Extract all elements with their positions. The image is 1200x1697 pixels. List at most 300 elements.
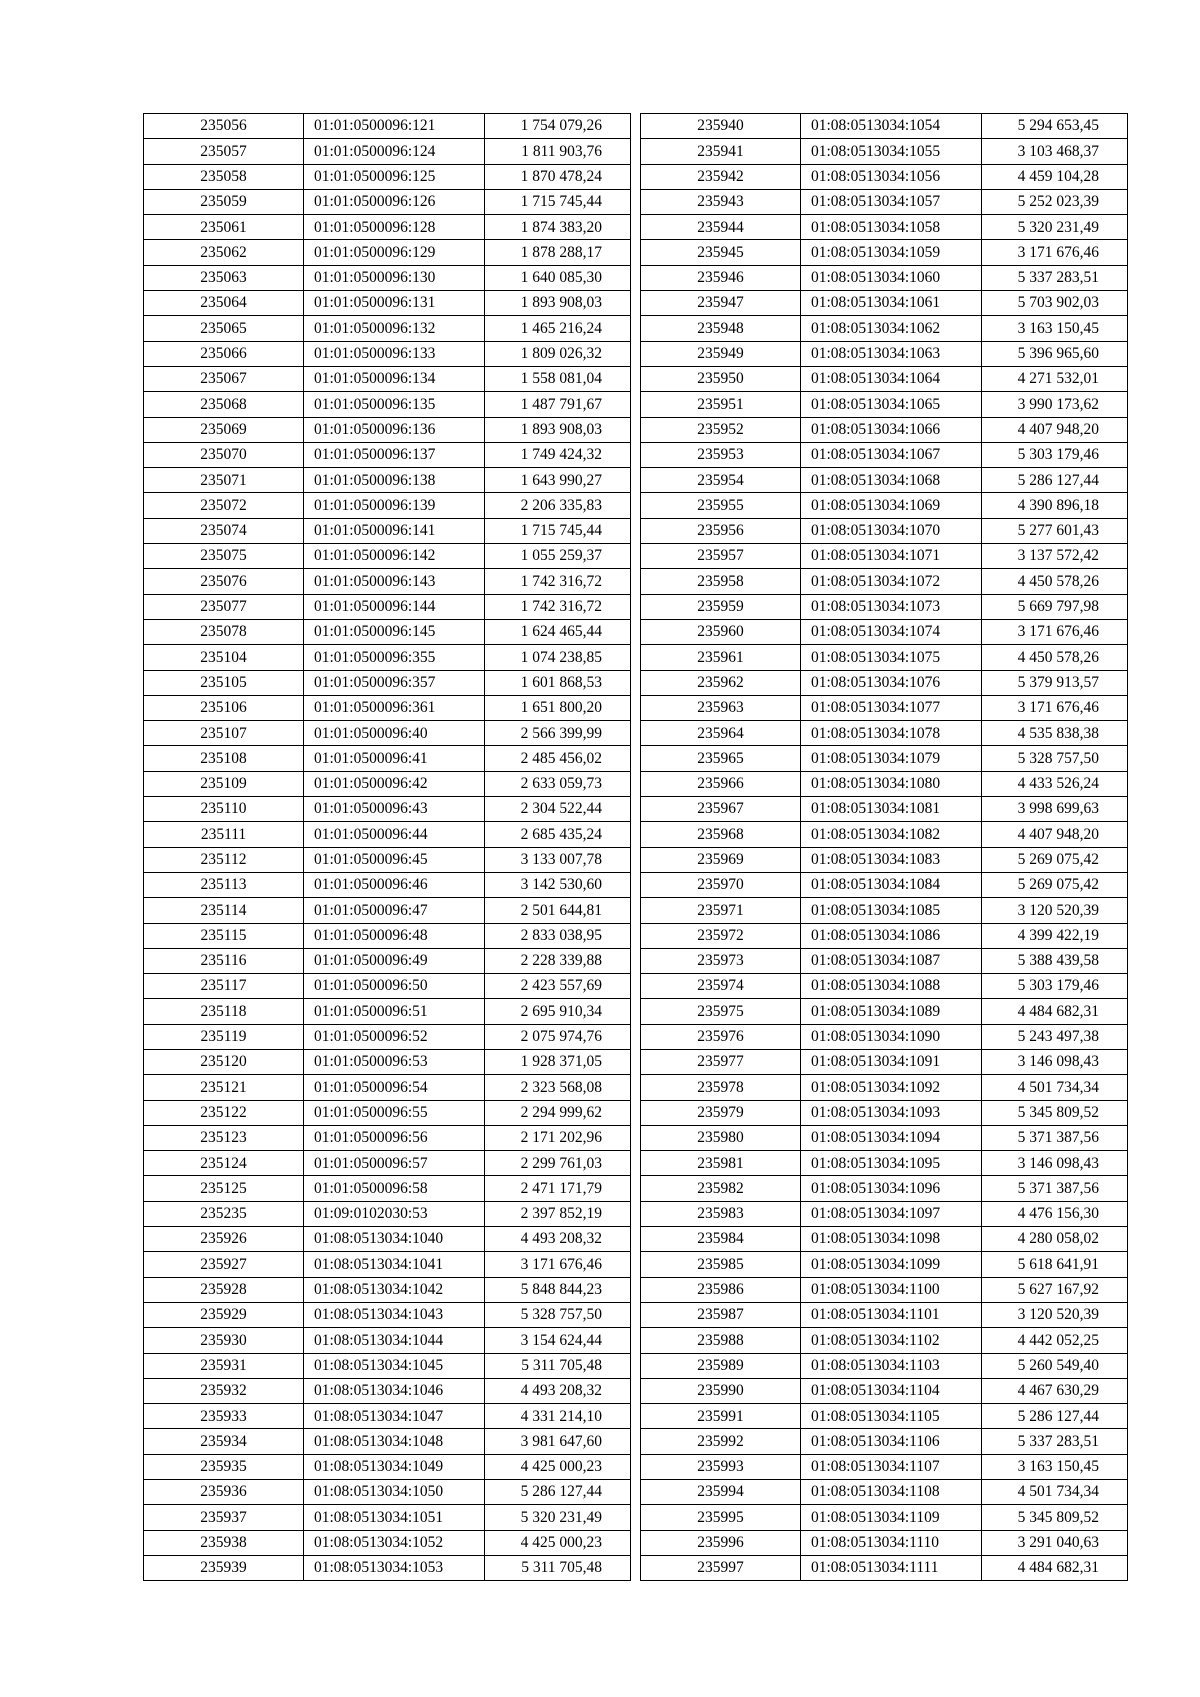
value-cell: 5 379 913,57 (982, 670, 1128, 695)
value-cell: 5 269 075,42 (982, 847, 1128, 872)
table-row (144, 645, 631, 670)
value-cell: 2 566 399,99 (485, 721, 631, 746)
record-id-cell: 235068 (144, 392, 304, 417)
cadastral-number-cell: 01:01:0500096:58 (304, 1176, 485, 1201)
cadastral-number-cell: 01:08:0513034:1101 (801, 1302, 982, 1327)
table-row (641, 1328, 1128, 1353)
table-row (144, 1100, 631, 1125)
cadastral-number-cell: 01:08:0513034:1079 (801, 746, 982, 771)
value-cell: 2 228 339,88 (485, 948, 631, 973)
record-id-cell: 235973 (641, 948, 801, 973)
value-cell: 3 146 098,43 (982, 1151, 1128, 1176)
cadastral-number-cell: 01:08:0513034:1041 (304, 1252, 485, 1277)
table-row (641, 316, 1128, 341)
table-row (144, 1378, 631, 1403)
table-row (144, 746, 631, 771)
record-id-cell: 235104 (144, 645, 304, 670)
cadastral-number-cell: 01:08:0513034:1109 (801, 1505, 982, 1530)
cadastral-number-cell: 01:01:0500096:52 (304, 1024, 485, 1049)
cadastral-number-cell: 01:08:0513034:1089 (801, 999, 982, 1024)
cadastral-number-cell: 01:01:0500096:135 (304, 392, 485, 417)
table-row (641, 392, 1128, 417)
record-id-cell: 235992 (641, 1429, 801, 1454)
cadastral-number-cell: 01:08:0513034:1057 (801, 189, 982, 214)
table-row (641, 1378, 1128, 1403)
record-id-cell: 235125 (144, 1176, 304, 1201)
cadastral-number-cell: 01:08:0513034:1080 (801, 771, 982, 796)
record-id-cell: 235947 (641, 291, 801, 316)
table-row (641, 189, 1128, 214)
record-id-cell: 235121 (144, 1075, 304, 1100)
cadastral-number-cell: 01:01:0500096:50 (304, 974, 485, 999)
cadastral-number-cell: 01:01:0500096:144 (304, 594, 485, 619)
table-row (144, 594, 631, 619)
record-id-cell: 235958 (641, 569, 801, 594)
cadastral-number-cell: 01:08:0513034:1062 (801, 316, 982, 341)
table-row (641, 215, 1128, 240)
value-cell: 3 998 699,63 (982, 797, 1128, 822)
table-row (641, 1530, 1128, 1555)
value-cell: 4 407 948,20 (982, 822, 1128, 847)
table-row (641, 1201, 1128, 1226)
value-cell: 4 399 422,19 (982, 923, 1128, 948)
table-row (641, 544, 1128, 569)
table-row (144, 797, 631, 822)
value-cell: 1 874 383,20 (485, 215, 631, 240)
value-cell: 3 291 040,63 (982, 1530, 1128, 1555)
table-row (144, 670, 631, 695)
cadastral-number-cell: 01:08:0513034:1078 (801, 721, 982, 746)
table-row (641, 1252, 1128, 1277)
table-row (144, 771, 631, 796)
table-row (144, 341, 631, 366)
table-row (641, 417, 1128, 442)
cadastral-number-cell: 01:01:0500096:47 (304, 898, 485, 923)
table-row (144, 872, 631, 897)
record-id-cell: 235954 (641, 468, 801, 493)
cadastral-number-cell: 01:08:0513034:1099 (801, 1252, 982, 1277)
record-id-cell: 235944 (641, 215, 801, 240)
table-row (641, 1429, 1128, 1454)
value-cell: 4 484 682,31 (982, 999, 1128, 1024)
table-row (144, 1454, 631, 1479)
value-cell: 4 450 578,26 (982, 645, 1128, 670)
cadastral-number-cell: 01:08:0513034:1069 (801, 493, 982, 518)
table-row (641, 695, 1128, 720)
table-row (641, 721, 1128, 746)
value-cell: 2 206 335,83 (485, 493, 631, 518)
table-row (641, 1075, 1128, 1100)
record-id-cell: 235993 (641, 1454, 801, 1479)
record-id-cell: 235983 (641, 1201, 801, 1226)
cadastral-number-cell: 01:01:0500096:125 (304, 164, 485, 189)
cadastral-number-cell: 01:08:0513034:1068 (801, 468, 982, 493)
table-row (641, 948, 1128, 973)
value-cell: 4 501 734,34 (982, 1480, 1128, 1505)
table-row (641, 114, 1128, 139)
record-id-cell: 235116 (144, 948, 304, 973)
record-id-cell: 235989 (641, 1353, 801, 1378)
record-id-cell: 235965 (641, 746, 801, 771)
record-id-cell: 235058 (144, 164, 304, 189)
value-cell: 5 848 844,23 (485, 1277, 631, 1302)
record-id-cell: 235926 (144, 1227, 304, 1252)
value-cell: 3 154 624,44 (485, 1328, 631, 1353)
table-row (641, 594, 1128, 619)
value-cell: 5 243 497,38 (982, 1024, 1128, 1049)
table-row (641, 1024, 1128, 1049)
value-cell: 3 137 572,42 (982, 544, 1128, 569)
cadastral-number-cell: 01:01:0500096:141 (304, 518, 485, 543)
cadastral-number-cell: 01:08:0513034:1092 (801, 1075, 982, 1100)
value-cell: 2 171 202,96 (485, 1125, 631, 1150)
record-id-cell: 235937 (144, 1505, 304, 1530)
record-id-cell: 235939 (144, 1555, 304, 1580)
value-cell: 1 558 081,04 (485, 366, 631, 391)
cadastral-number-cell: 01:08:0513034:1040 (304, 1227, 485, 1252)
table-row (144, 1024, 631, 1049)
table-row (144, 1353, 631, 1378)
record-id-cell: 235928 (144, 1277, 304, 1302)
cadastral-number-cell: 01:01:0500096:145 (304, 619, 485, 644)
table-row (144, 974, 631, 999)
table-row (641, 1353, 1128, 1378)
record-id-cell: 235974 (641, 974, 801, 999)
record-id-cell: 235966 (641, 771, 801, 796)
table-row (641, 493, 1128, 518)
record-id-cell: 235113 (144, 872, 304, 897)
table-row (144, 1429, 631, 1454)
table-row (641, 442, 1128, 467)
value-cell: 1 055 259,37 (485, 544, 631, 569)
table-row (641, 1151, 1128, 1176)
value-cell: 5 277 601,43 (982, 518, 1128, 543)
record-id-cell: 235972 (641, 923, 801, 948)
value-cell: 5 703 902,03 (982, 291, 1128, 316)
table-row (641, 645, 1128, 670)
record-id-cell: 235949 (641, 341, 801, 366)
cadastral-number-cell: 01:08:0513034:1044 (304, 1328, 485, 1353)
cadastral-number-cell: 01:08:0513034:1052 (304, 1530, 485, 1555)
cadastral-number-cell: 01:08:0513034:1071 (801, 544, 982, 569)
value-cell: 5 396 965,60 (982, 341, 1128, 366)
cadastral-number-cell: 01:01:0500096:124 (304, 139, 485, 164)
record-id-cell: 235985 (641, 1252, 801, 1277)
record-id-cell: 235941 (641, 139, 801, 164)
value-cell: 5 311 705,48 (485, 1353, 631, 1378)
cadastral-number-cell: 01:08:0513034:1061 (801, 291, 982, 316)
record-id-cell: 235948 (641, 316, 801, 341)
table-row (144, 1530, 631, 1555)
cadastral-number-cell: 01:08:0513034:1084 (801, 872, 982, 897)
cadastral-number-cell: 01:01:0500096:143 (304, 569, 485, 594)
cadastral-number-cell: 01:08:0513034:1087 (801, 948, 982, 973)
record-id-cell: 235070 (144, 442, 304, 467)
record-id-cell: 235959 (641, 594, 801, 619)
cadastral-number-cell: 01:08:0513034:1060 (801, 265, 982, 290)
record-id-cell: 235064 (144, 291, 304, 316)
value-cell: 4 450 578,26 (982, 569, 1128, 594)
table-row (144, 898, 631, 923)
cadastral-number-cell: 01:01:0500096:355 (304, 645, 485, 670)
cadastral-number-cell: 01:08:0513034:1047 (304, 1404, 485, 1429)
cadastral-number-cell: 01:08:0513034:1096 (801, 1176, 982, 1201)
record-id-cell: 235934 (144, 1429, 304, 1454)
table-row (641, 1049, 1128, 1074)
table-row (144, 518, 631, 543)
value-cell: 5 337 283,51 (982, 1429, 1128, 1454)
record-id-cell: 235112 (144, 847, 304, 872)
cadastral-number-cell: 01:08:0513034:1094 (801, 1125, 982, 1150)
value-cell: 5 328 757,50 (982, 746, 1128, 771)
value-cell: 5 269 075,42 (982, 872, 1128, 897)
record-id-cell: 235932 (144, 1378, 304, 1403)
cadastral-number-cell: 01:01:0500096:53 (304, 1049, 485, 1074)
table-row (144, 1075, 631, 1100)
record-id-cell: 235979 (641, 1100, 801, 1125)
table-row (641, 1404, 1128, 1429)
record-id-cell: 235963 (641, 695, 801, 720)
table-row (641, 1277, 1128, 1302)
record-id-cell: 235063 (144, 265, 304, 290)
record-id-cell: 235988 (641, 1328, 801, 1353)
value-cell: 2 423 557,69 (485, 974, 631, 999)
table-row (144, 569, 631, 594)
record-id-cell: 235982 (641, 1176, 801, 1201)
record-id-cell: 235929 (144, 1302, 304, 1327)
record-id-cell: 235114 (144, 898, 304, 923)
record-id-cell: 235067 (144, 366, 304, 391)
value-cell: 3 133 007,78 (485, 847, 631, 872)
cadastral-number-cell: 01:01:0500096:57 (304, 1151, 485, 1176)
cadastral-number-cell: 01:01:0500096:134 (304, 366, 485, 391)
table-row (144, 215, 631, 240)
table-row (144, 468, 631, 493)
value-cell: 2 695 910,34 (485, 999, 631, 1024)
value-cell: 4 476 156,30 (982, 1201, 1128, 1226)
record-id-cell: 235077 (144, 594, 304, 619)
cadastral-number-cell: 01:01:0500096:55 (304, 1100, 485, 1125)
value-cell: 1 487 791,67 (485, 392, 631, 417)
table-row (144, 695, 631, 720)
value-cell: 5 303 179,46 (982, 442, 1128, 467)
cadastral-number-cell: 01:01:0500096:42 (304, 771, 485, 796)
cadastral-number-cell: 01:08:0513034:1083 (801, 847, 982, 872)
value-cell: 1 465 216,24 (485, 316, 631, 341)
cadastral-number-cell: 01:08:0513034:1065 (801, 392, 982, 417)
cadastral-number-cell: 01:08:0513034:1063 (801, 341, 982, 366)
table-row (641, 1505, 1128, 1530)
record-id-cell: 235057 (144, 139, 304, 164)
cadastral-number-cell: 01:01:0500096:133 (304, 341, 485, 366)
cadastral-number-cell: 01:08:0513034:1086 (801, 923, 982, 948)
cadastral-number-cell: 01:01:0500096:45 (304, 847, 485, 872)
value-cell: 2 485 456,02 (485, 746, 631, 771)
table-row (144, 1404, 631, 1429)
cadastral-number-cell: 01:01:0500096:130 (304, 265, 485, 290)
value-cell: 1 928 371,05 (485, 1049, 631, 1074)
table-row (641, 1555, 1128, 1580)
cadastral-number-cell: 01:08:0513034:1105 (801, 1404, 982, 1429)
value-cell: 5 345 809,52 (982, 1505, 1128, 1530)
value-cell: 5 286 127,44 (982, 468, 1128, 493)
cadastral-number-cell: 01:01:0500096:43 (304, 797, 485, 822)
record-id-cell: 235970 (641, 872, 801, 897)
value-cell: 2 323 568,08 (485, 1075, 631, 1100)
table-row (144, 316, 631, 341)
cadastral-number-cell: 01:01:0500096:132 (304, 316, 485, 341)
table-row (144, 291, 631, 316)
cadastral-number-cell: 01:08:0513034:1081 (801, 797, 982, 822)
value-cell: 1 715 745,44 (485, 189, 631, 214)
cadastral-number-cell: 01:08:0513034:1059 (801, 240, 982, 265)
value-cell: 4 425 000,23 (485, 1530, 631, 1555)
value-cell: 1 742 316,72 (485, 569, 631, 594)
value-cell: 2 299 761,03 (485, 1151, 631, 1176)
table-row (641, 771, 1128, 796)
value-cell: 4 433 526,24 (982, 771, 1128, 796)
cadastral-number-cell: 01:01:0500096:54 (304, 1075, 485, 1100)
cadastral-number-cell: 01:01:0500096:40 (304, 721, 485, 746)
cadastral-number-cell: 01:01:0500096:126 (304, 189, 485, 214)
table-row (641, 1125, 1128, 1150)
table-row (144, 164, 631, 189)
record-id-cell: 235930 (144, 1328, 304, 1353)
value-cell: 4 271 532,01 (982, 366, 1128, 391)
cadastral-number-cell: 01:08:0513034:1106 (801, 1429, 982, 1454)
value-cell: 4 484 682,31 (982, 1555, 1128, 1580)
table-row (641, 265, 1128, 290)
record-id-cell: 235946 (641, 265, 801, 290)
table-row (641, 1454, 1128, 1479)
table-row (144, 822, 631, 847)
table-row (144, 999, 631, 1024)
cadastral-number-cell: 01:08:0513034:1055 (801, 139, 982, 164)
cadastral-number-cell: 01:01:0500096:137 (304, 442, 485, 467)
value-cell: 3 146 098,43 (982, 1049, 1128, 1074)
table-row (144, 392, 631, 417)
cadastral-number-cell: 01:08:0513034:1102 (801, 1328, 982, 1353)
value-cell: 3 981 647,60 (485, 1429, 631, 1454)
table-row (144, 1302, 631, 1327)
record-id-cell: 235935 (144, 1454, 304, 1479)
value-cell: 5 311 705,48 (485, 1555, 631, 1580)
cadastral-number-cell: 01:08:0513034:1098 (801, 1227, 982, 1252)
cadastral-number-cell: 01:08:0513034:1107 (801, 1454, 982, 1479)
value-cell: 3 103 468,37 (982, 139, 1128, 164)
record-id-cell: 235953 (641, 442, 801, 467)
cadastral-number-cell: 01:08:0513034:1108 (801, 1480, 982, 1505)
cadastral-number-cell: 01:08:0513034:1074 (801, 619, 982, 644)
table-row (641, 1176, 1128, 1201)
cadastral-number-cell: 01:08:0513034:1091 (801, 1049, 982, 1074)
cadastral-number-cell: 01:08:0513034:1064 (801, 366, 982, 391)
table-row (641, 341, 1128, 366)
table-row (641, 797, 1128, 822)
value-cell: 3 171 676,46 (485, 1252, 631, 1277)
cadastral-number-cell: 01:08:0513034:1049 (304, 1454, 485, 1479)
value-cell: 4 442 052,25 (982, 1328, 1128, 1353)
record-id-cell: 235950 (641, 366, 801, 391)
record-id-cell: 235936 (144, 1480, 304, 1505)
record-id-cell: 235123 (144, 1125, 304, 1150)
table-row (641, 366, 1128, 391)
table-row (144, 1227, 631, 1252)
cadastral-number-cell: 01:01:0500096:129 (304, 240, 485, 265)
table-row (641, 240, 1128, 265)
record-id-cell: 235066 (144, 341, 304, 366)
value-cell: 2 075 974,76 (485, 1024, 631, 1049)
value-cell: 5 328 757,50 (485, 1302, 631, 1327)
cadastral-number-cell: 01:08:0513034:1070 (801, 518, 982, 543)
record-id-cell: 235940 (641, 114, 801, 139)
value-cell: 2 397 852,19 (485, 1201, 631, 1226)
value-cell: 1 715 745,44 (485, 518, 631, 543)
record-id-cell: 235962 (641, 670, 801, 695)
record-id-cell: 235117 (144, 974, 304, 999)
value-cell: 1 624 465,44 (485, 619, 631, 644)
table-row (144, 721, 631, 746)
cadastral-number-cell: 01:01:0500096:131 (304, 291, 485, 316)
record-id-cell: 235120 (144, 1049, 304, 1074)
record-id-cell: 235933 (144, 1404, 304, 1429)
record-id-cell: 235938 (144, 1530, 304, 1555)
table-row (641, 1480, 1128, 1505)
cadastral-number-cell: 01:08:0513034:1042 (304, 1277, 485, 1302)
table-row (144, 1125, 631, 1150)
cadastral-number-cell: 01:08:0513034:1077 (801, 695, 982, 720)
table-row (641, 1227, 1128, 1252)
record-id-cell: 235110 (144, 797, 304, 822)
value-cell: 1 893 908,03 (485, 291, 631, 316)
table-row (641, 291, 1128, 316)
table-row (144, 1176, 631, 1201)
value-cell: 5 320 231,49 (982, 215, 1128, 240)
record-id-cell: 235118 (144, 999, 304, 1024)
table-row (144, 619, 631, 644)
value-cell: 4 425 000,23 (485, 1454, 631, 1479)
cadastral-number-cell: 01:01:0500096:44 (304, 822, 485, 847)
table-body-left (144, 114, 631, 1581)
value-cell: 5 286 127,44 (485, 1480, 631, 1505)
cadastral-number-cell: 01:08:0513034:1097 (801, 1201, 982, 1226)
value-cell: 4 407 948,20 (982, 417, 1128, 442)
cadastral-number-cell: 01:08:0513034:1054 (801, 114, 982, 139)
cadastral-number-cell: 01:01:0500096:138 (304, 468, 485, 493)
value-cell: 2 685 435,24 (485, 822, 631, 847)
table-row (144, 139, 631, 164)
record-id-cell: 235943 (641, 189, 801, 214)
table-row (641, 468, 1128, 493)
value-cell: 4 501 734,34 (982, 1075, 1128, 1100)
record-id-cell: 235109 (144, 771, 304, 796)
cadastral-number-cell: 01:08:0513034:1056 (801, 164, 982, 189)
cadastral-number-cell: 01:09:0102030:53 (304, 1201, 485, 1226)
record-id-cell: 235980 (641, 1125, 801, 1150)
table-row (641, 847, 1128, 872)
value-cell: 5 371 387,56 (982, 1125, 1128, 1150)
record-id-cell: 235927 (144, 1252, 304, 1277)
record-id-cell: 235124 (144, 1151, 304, 1176)
record-id-cell: 235971 (641, 898, 801, 923)
table-row (641, 164, 1128, 189)
value-cell: 3 163 150,45 (982, 1454, 1128, 1479)
table-row (144, 1328, 631, 1353)
record-id-cell: 235075 (144, 544, 304, 569)
cadastral-number-cell: 01:08:0513034:1050 (304, 1480, 485, 1505)
record-id-cell: 235969 (641, 847, 801, 872)
value-cell: 2 304 522,44 (485, 797, 631, 822)
